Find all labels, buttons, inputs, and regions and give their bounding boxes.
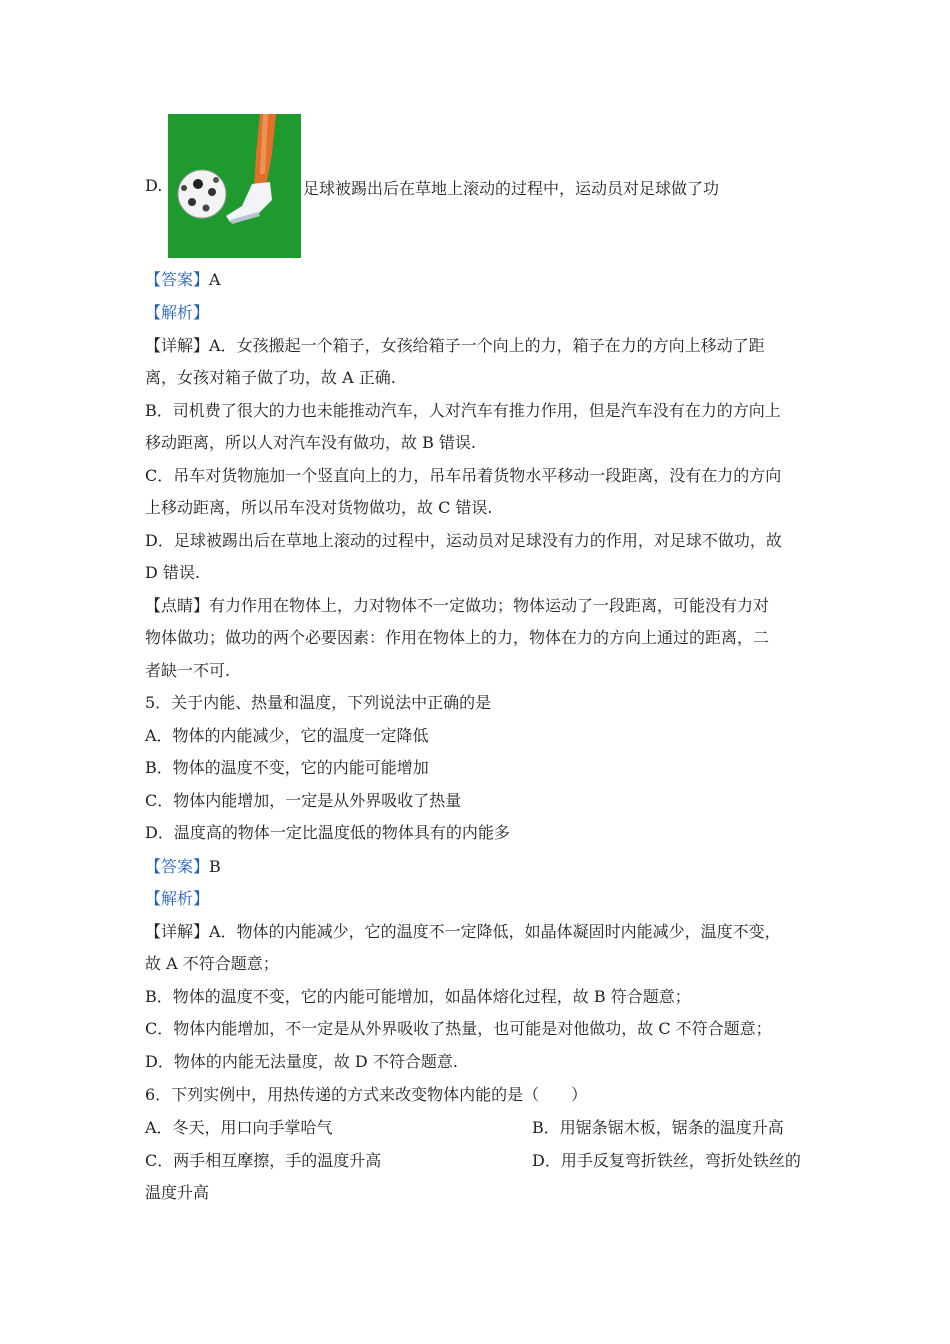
q4-detail-line: 上移动距离，所以吊车没对货物做功，故 C 错误. — [145, 498, 493, 517]
answer-value: B — [209, 857, 221, 876]
q5-detail-line: D．物体的内能无法量度，故 D 不符合题意. — [145, 1052, 458, 1071]
detail-text: A．物体的内能减少，它的温度不一定降低，如晶体凝固时内能减少，温度不变， — [209, 922, 781, 941]
q5-answer — [145, 857, 221, 877]
q4-detail-line: D 错误. — [145, 563, 201, 582]
q6-option-b: B．用锯条锯木板，锯条的温度升高 — [532, 1118, 784, 1137]
q5-detail-line: B．物体的温度不变，它的内能可能增加，如晶体熔化过程，故 B 符合题意； — [145, 987, 691, 1006]
answer-tag: 【答案】 — [145, 857, 210, 876]
q6-option-d: D．用手反复弯折铁丝，弯折处铁丝的 — [532, 1151, 801, 1170]
q5-analysis-tag: 【解析】 — [145, 889, 210, 908]
q6-option-a: A．冬天，用口向手掌哈气 — [145, 1118, 333, 1137]
point-text: 有力作用在物体上，力对物体不一定做功；物体运动了一段距离，可能没有力对 — [209, 596, 770, 615]
detail-text: A．女孩搬起一个箱子，女孩给箱子一个向上的力，箱子在力的方向上移动了距 — [209, 336, 765, 355]
q4-answer — [145, 270, 221, 290]
detail-tag: 【详解】 — [145, 922, 210, 941]
q4-point-line: 物体做功；做功的两个必要因素：作用在物体上的力，物体在力的方向上通过的距离，二 — [145, 628, 770, 647]
q6-option-d-cont: 温度升高 — [145, 1183, 210, 1202]
detail-tag: 【详解】 — [145, 336, 210, 355]
q5-option-a: A．物体的内能减少，它的温度一定降低 — [145, 726, 429, 745]
q4-detail-line: D．足球被踢出后在草地上滚动的过程中，运动员对足球没有力的作用，对足球不做功，故 — [145, 531, 782, 550]
q5-option-d: D．温度高的物体一定比温度低的物体具有的内能多 — [145, 823, 510, 842]
q4-option-d-text: 足球被踢出后在草地上滚动的过程中，运动员对足球做了功 — [303, 179, 720, 198]
q6-option-c: C．两手相互摩擦，手的温度升高 — [145, 1151, 382, 1170]
q4-detail-line: B．司机费了很大的力也未能推动汽车，人对汽车有推力作用，但是汽车没有在力的方向上 — [145, 401, 781, 420]
q4-point-line: 者缺一不可. — [145, 661, 231, 680]
q4-detail-line: C．吊车对货物施加一个竖直向上的力，吊车吊着货物水平移动一段距离，没有在力的方向 — [145, 466, 782, 485]
soccer-kick-image — [168, 114, 301, 258]
q4-detail-line — [145, 336, 765, 356]
answer-value: A — [209, 270, 221, 289]
q5-stem: 5．关于内能、热量和温度，下列说法中正确的是 — [145, 693, 492, 712]
q4-detail-line: 离，女孩对箱子做了功，故 A 正确. — [145, 368, 396, 387]
q4-analysis-tag: 【解析】 — [145, 303, 210, 322]
soccer-kick-illustration — [168, 114, 301, 258]
q5-option-c: C．物体内能增加，一定是从外界吸收了热量 — [145, 791, 462, 810]
q4-option-d-label: D. — [145, 176, 163, 195]
answer-tag: 【答案】 — [145, 270, 210, 289]
q5-detail-line: C．物体内能增加，不一定是从外界吸收了热量，也可能是对他做功，故 C 不符合题意； — [145, 1019, 772, 1038]
point-tag: 【点睛】 — [145, 596, 210, 615]
q6-stem: 6．下列实例中，用热传递的方式来改变物体内能的是（ ） — [145, 1085, 588, 1104]
q5-detail-line — [145, 922, 781, 942]
q5-detail-line: 故 A 不符合题意； — [145, 954, 279, 973]
q4-point-line — [145, 596, 769, 616]
q5-option-b: B．物体的温度不变，它的内能可能增加 — [145, 758, 429, 777]
q4-detail-line: 移动距离，所以人对汽车没有做功，故 B 错误. — [145, 433, 477, 452]
